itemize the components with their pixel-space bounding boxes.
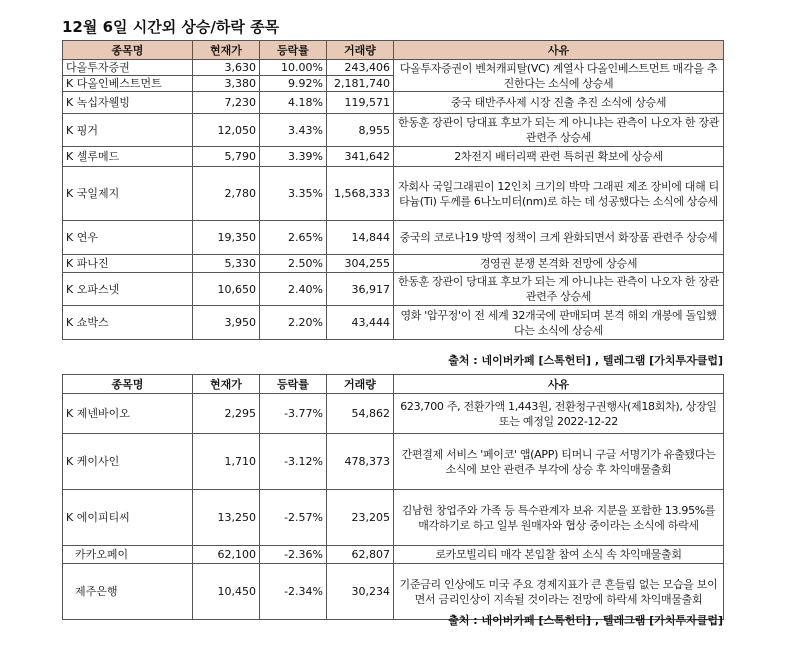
stock-reason: 김남헌 창업주와 가족 등 특수관계자 보유 지분을 포함한 13.95%를 매각하기로 하고 일부 원매자와 협상 중이라는 소식에 하락세 [394,490,724,546]
stock-price: 2,780 [193,167,260,221]
stock-reason: 한동훈 장관이 당대표 후보가 되는 게 아니냐는 관측이 나오자 한 장관 관련주 상승세 [394,273,724,306]
stock-rate: 4.18% [260,92,327,114]
stock-name: K 녹십자웰빙 [63,92,193,114]
header-price: 현재가 [193,375,260,394]
stock-rate: 3.43% [260,114,327,147]
header-price: 현재가 [193,41,260,60]
stock-price: 19,350 [193,221,260,255]
stock-name: K 쇼박스 [63,306,193,340]
stock-price: 10,450 [193,564,260,620]
stock-reason: 영화 '압꾸정'이 전 세계 32개국에 판매되며 본격 해외 개봉에 돌입했다는 소식에 상승세 [394,306,724,340]
table-row [63,167,724,221]
stock-reason: 중국의 코로나19 방역 정책이 크게 완화되면서 화장품 관련주 상승세 [394,221,724,255]
stock-reason: 간편결제 서비스 '페이코' 앱(APP) 티머니 구글 서명기가 유출됐다는 소식에 보안 관련주 부각에 상승 후 차익매물출회 [394,434,724,490]
stock-name: 다올투자증권 [63,60,193,76]
stock-reason: 기준금리 인상에도 미국 주요 경제지표가 큰 흔들림 없는 모습을 보이면서 금리인상이 지속될 것이라는 전망에 하락세 차익매물출회 [394,564,724,620]
stock-price: 13,250 [193,490,260,546]
stock-reason: 2차전지 배터리팩 관련 특허권 확보에 상승세 [394,147,724,167]
stock-name: K 셀루메드 [63,147,193,167]
table-row [63,147,724,167]
stock-volume: 43,444 [327,306,394,340]
header-rate: 등락률 [260,41,327,60]
header-volume: 거래량 [327,41,394,60]
stock-name: K 파나진 [63,255,193,273]
stock-rate: 2.50% [260,255,327,273]
stock-name: K 케이사인 [63,434,193,490]
stock-name: K 연우 [63,221,193,255]
stock-name: 제주은행 [63,564,193,620]
stock-price: 10,650 [193,273,260,306]
stock-rate: -2.36% [260,546,327,564]
source-note: 출처 : 네이버카페 [스톡헌터] , 텔레그램 [가치투자클럽] [448,614,723,627]
stock-price: 62,100 [193,546,260,564]
stock-reason: 다올투자증권이 벤처캐피탈(VC) 계열사 다올인베스트먼트 매각을 추진한다는 소식에 상승세 [394,60,724,92]
table-row [63,434,724,490]
stock-rate: 10.00% [260,60,327,76]
header-rate: 등락률 [260,375,327,394]
stock-rate: 3.35% [260,167,327,221]
stock-name: K 핑거 [63,114,193,147]
stock-rate: -2.57% [260,490,327,546]
stock-volume: 243,406 [327,60,394,76]
table-row [63,490,724,546]
table-row [63,60,724,76]
stock-volume: 8,955 [327,114,394,147]
source-note: 출처 : 네이버카페 [스톡헌터] , 텔레그램 [가치투자클럽] [448,354,723,367]
stock-volume: 341,642 [327,147,394,167]
stock-price: 1,710 [193,434,260,490]
stock-name: K 다올인베스트먼트 [63,76,193,92]
stock-volume: 62,807 [327,546,394,564]
stock-reason: 한동훈 장관이 당대표 후보가 되는 게 아니냐는 관측이 나오자 한 장관 관련주 상승세 [394,114,724,147]
stock-rate: 2.20% [260,306,327,340]
stock-name: K 오파스넷 [63,273,193,306]
stock-reason: 자회사 국일그래핀이 12인치 크기의 박막 그래핀 제조 장비에 대해 티타늄(Ti) 두께를 6나노미터(nm)로 하는 데 성공했다는 소식에 상승세 [394,167,724,221]
falling-stocks-table [62,374,724,620]
table-row [63,394,724,434]
stock-rate: 2.40% [260,273,327,306]
stock-reason: 로카모빌리티 매각 본입찰 참여 소식 속 차익매물출회 [394,546,724,564]
stock-price: 2,295 [193,394,260,434]
stock-price: 5,790 [193,147,260,167]
stock-rate: -2.34% [260,564,327,620]
table-row [63,306,724,340]
stock-reason: 중국 태반주사제 시장 진출 추진 소식에 상승세 [394,92,724,114]
stock-name: K 국일제지 [63,167,193,221]
stock-name: 카카오페이 [63,546,193,564]
stock-name: K 제넨바이오 [63,394,193,434]
stock-volume: 36,917 [327,273,394,306]
stock-name: K 에이피티씨 [63,490,193,546]
table-row [63,255,724,273]
header-name: 종목명 [63,375,193,394]
stock-volume: 119,571 [327,92,394,114]
stock-price: 7,230 [193,92,260,114]
rising-stocks-table [62,40,724,340]
table-row [63,221,724,255]
stock-volume: 14,844 [327,221,394,255]
stock-rate: 9.92% [260,76,327,92]
header-reason: 사유 [394,375,724,394]
table-row [63,273,724,306]
stock-rate: -3.77% [260,394,327,434]
table-row [63,546,724,564]
header-row [63,41,724,60]
stock-reason: 623,700 주, 전환가액 1,443원, 전환청구권행사(제18회차), 상장일 또는 예정일 2022-12-22 [394,394,724,434]
stock-volume: 54,862 [327,394,394,434]
stock-volume: 1,568,333 [327,167,394,221]
stock-price: 3,950 [193,306,260,340]
stock-volume: 2,181,740 [327,76,394,92]
header-volume: 거래량 [327,375,394,394]
stock-volume: 23,205 [327,490,394,546]
stock-volume: 30,234 [327,564,394,620]
table-row [63,92,724,114]
stock-volume: 478,373 [327,434,394,490]
stock-rate: 2.65% [260,221,327,255]
stock-price: 3,380 [193,76,260,92]
table-row [63,114,724,147]
header-row [63,375,724,394]
stock-price: 12,050 [193,114,260,147]
stock-rate: 3.39% [260,147,327,167]
stock-rate: -3.12% [260,434,327,490]
stock-price: 5,330 [193,255,260,273]
stock-volume: 304,255 [327,255,394,273]
header-name: 종목명 [63,41,193,60]
header-reason: 사유 [394,41,724,60]
stock-reason: 경영권 분쟁 본격화 전망에 상승세 [394,255,724,273]
page-title: 12월 6일 시간외 상승/하락 종목 [62,18,280,36]
stock-price: 3,630 [193,60,260,76]
